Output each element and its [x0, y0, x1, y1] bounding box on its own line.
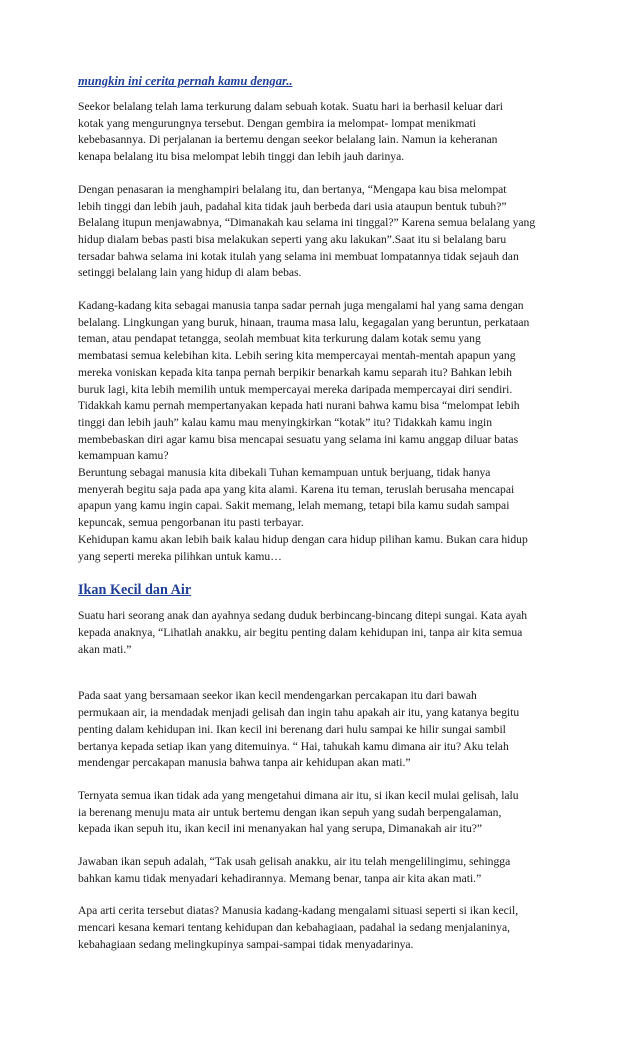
- story1-paragraph-1: Seekor belalang telah lama terkurung dalam sebuah kotak. Suatu hari ia berhasil keluar dari kotak yang mengurungnya tersebut. Dengan gembira ia melompat- lompat menikmati kebebasannya. Di perjalanan ia bertemu dengan seekor belalang lain. Namun ia keheranan kenapa belalang itu bisa melompat lebih tinggi dan lebih jauh darinya.: [78, 100, 503, 164]
- story1-paragraph-3: Kadang-kadang kita sebagai manusia tanpa sadar pernah juga mengalami hal yang sama dengan belalang. Lingkungan yang buruk, hinaan, trauma masa lalu, kegagalan yang beruntun, perkataan teman, atau pendapat tetangga, seolah membuat kita terkurung dalam kotak semu yang membatasi semua kelebihan kita. Lebih sering kita mempercayai mentah-mentah apapun yang mereka voniskan kepada kita tanpa pernah berpikir benarkah kamu separah itu? Bahkan lebih buruk lagi, kita lebih memilih untuk mempercayai mereka daripada mempercayai diri sendiri. Tidakkah kamu pernah mempertanyakan kepada hati nurani bahwa kamu bisa “melompat lebih tinggi dan lebih jauh” kalau kamu mau menyingkirkan “kotak” itu? Tidakkah kamu ingin membebaskan diri agar kamu bisa mencapai sesuatu yang selama ini kamu anggap diluar batas kemampuan kamu? Beruntung sebagai manusia kita dibekali Tuhan kemampuan untuk berjuang, tidak hanya menyerah begitu saja pada apa yang kita alami. Karena itu teman, teruslah berusaha mencapai apapun yang kamu ingin capai. Sakit memang, lelah memang, tetapi bila kamu sudah sampai kepuncak, semua pengorbanan itu pasti terbayar. Kehidupan kamu akan lebih baik kalau hidup dengan cara hidup pilihan kamu. Bukan cara hidup yang seperti mereka pilihkan untuk kamu…: [78, 299, 530, 563]
- story2-paragraph-5: Apa arti cerita tersebut diatas? Manusia kadang-kadang mengalami situasi seperti si ikan kecil, mencari kesana kemari tentang kehidupan dan kebahagiaan, padahal ia sedang menjalaninya, kebahagiaan sedang melingkupinya sampai-sampai tidak menyadarinya.: [78, 904, 519, 951]
- story2-paragraph-3: Ternyata semua ikan tidak ada yang mengetahui dimana air itu, si ikan kecil mulai gelisah, lalu ia berenang menuju mata air untuk bertemu dengan ikan sepuh yang sudah berpengalaman, kepada ikan sepuh itu, ikan kecil ini menanyakan hal yang serupa, Dimanakah air itu?”: [78, 788, 519, 836]
- document-page: [78, 72, 570, 970]
- story2-paragraph-2: Pada saat yang bersamaan seekor ikan kecil mendengarkan percakapan itu dari bawah permukaan air, ia mendadak menjadi gelisah dan ingin tahu apakah air itu, yang katanya begitu penting dalam kehidupan ini. Ikan kecil ini berenang dari hulu sampai ke hilir sungai sambil bertanya kepada setiap ikan yang ditemuinya. “ Hai, tahukah kamu dimana air itu? Aku telah mendengar percakapan manusia bahwa tanpa air kehidupan akan mati.”: [78, 689, 520, 770]
- story2-title: Ikan Kecil dan Air: [78, 582, 192, 599]
- story2-paragraph-1: Suatu hari seorang anak dan ayahnya sedang duduk berbincang-bincang ditepi sungai. Kata ayah kepada anaknya, “Lihatlah anakku, air begitu penting dalam kehidupan ini, tanpa air kita semua akan mati.”: [78, 609, 528, 656]
- story1-title: mungkin ini cerita pernah kamu dengar..: [78, 74, 293, 88]
- story2-paragraph-4: Jawaban ikan sepuh adalah, “Tak usah gelisah anakku, air itu telah mengelilingimu, sehingga bahkan kamu tidak menyadari kehadirannya. Memang benar, tanpa air kita akan mati.”: [78, 855, 511, 885]
- story1-paragraph-2: Dengan penasaran ia menghampiri belalang itu, dan bertanya, “Mengapa kau bisa melompat lebih tinggi dan lebih jauh, padahal kita tidak jauh berbeda dari usia ataupun bentuk tubuh?” Belalang itupun menjawabnya, “Dimanakah kau selama ini tinggal?” Karena semua belalang yang hidup dialam bebas pasti bisa melakukan seperti yang aku lakukan”.Saat itu si belalang baru tersadar bahwa selama ini kotak itulah yang selama ini membuat lompatannya tidak sejauh dan setinggi belalang lain yang hidup di alam bebas.: [78, 182, 536, 280]
